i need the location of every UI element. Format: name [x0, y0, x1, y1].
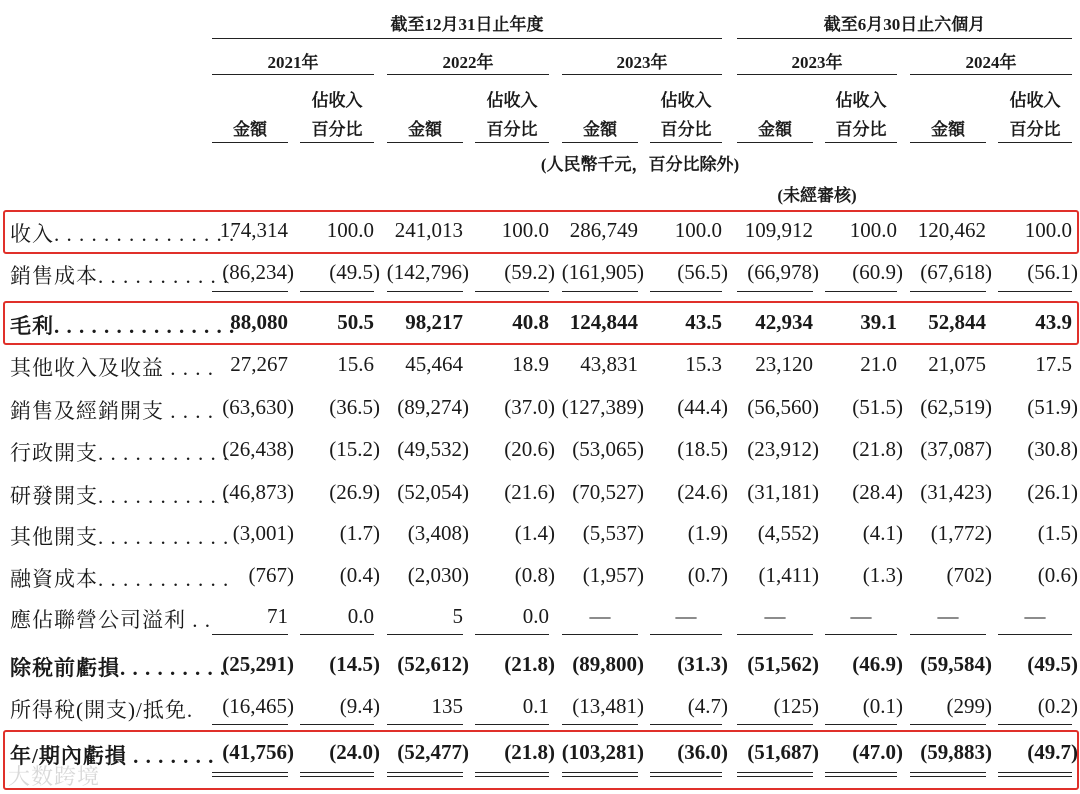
table-cell: (49.7)	[1027, 740, 1078, 764]
row-label: 行政開支. . . . . . . . . . .	[10, 441, 230, 465]
table-cell: (56.5)	[677, 260, 728, 284]
header-rule	[212, 38, 722, 39]
table-cell: (0.8)	[514, 563, 555, 587]
table-cell: (161,905)	[561, 260, 644, 284]
table-cell: (4,552)	[757, 521, 819, 545]
subtotal-rule	[562, 634, 638, 635]
subtotal-rule	[998, 291, 1072, 292]
subheader-rule	[910, 142, 986, 143]
year-2023: 2023年	[616, 53, 668, 72]
table-cell: —	[675, 604, 697, 628]
subtotal-rule	[825, 634, 897, 635]
table-cell: 39.1	[860, 310, 897, 334]
subheader-rule	[475, 142, 549, 143]
table-cell: (56.1)	[1027, 260, 1078, 284]
table-cell: (31,423)	[920, 480, 992, 504]
total-double-rule	[910, 772, 986, 777]
amount-header: 金額	[583, 120, 617, 139]
table-cell: (1,957)	[582, 563, 644, 587]
table-cell: 124,844	[569, 310, 638, 334]
pct-header-line2: 百分比	[486, 120, 538, 139]
table-cell: (56,560)	[747, 395, 819, 419]
table-cell: (51,562)	[747, 652, 819, 676]
table-cell: 88,080	[230, 310, 288, 334]
subtotal-rule	[387, 634, 463, 635]
table-cell: (21.8)	[504, 740, 555, 764]
total-double-rule	[562, 772, 638, 777]
row-label: 除稅前虧損. . . . . . . . .	[10, 656, 227, 680]
table-cell: (4.1)	[862, 521, 903, 545]
pct-header-line1: 佔收入	[486, 91, 538, 110]
table-cell: 174,314	[219, 218, 288, 242]
table-cell: (21.8)	[504, 652, 555, 676]
subtotal-rule	[212, 724, 288, 725]
table-cell: (1.4)	[514, 521, 555, 545]
table-cell: (47.0)	[852, 740, 903, 764]
total-double-rule	[300, 772, 374, 777]
table-cell: (1,411)	[758, 563, 819, 587]
table-cell: (142,796)	[386, 260, 469, 284]
total-double-rule	[737, 772, 813, 777]
table-cell: (1.9)	[687, 521, 728, 545]
table-cell: (125)	[773, 694, 819, 718]
table-cell: 52,844	[928, 310, 986, 334]
table-cell: (5,537)	[582, 521, 644, 545]
row-label: 研發開支. . . . . . . . . . .	[10, 484, 230, 508]
table-cell: —	[764, 604, 786, 628]
row-label: 收入. . . . . . . . . . . . . . .	[10, 222, 236, 246]
table-cell: (89,800)	[572, 652, 644, 676]
row-label: 融資成本. . . . . . . . . . .	[10, 567, 230, 591]
table-cell: (66,978)	[747, 260, 819, 284]
row-label: 所得稅(開支)/抵免.	[10, 698, 194, 722]
table-cell: (0.1)	[862, 694, 903, 718]
subtotal-rule	[212, 291, 288, 292]
subtotal-rule	[300, 724, 374, 725]
header-rule	[737, 38, 1072, 39]
table-cell: (9.4)	[339, 694, 380, 718]
amount-header: 金額	[233, 120, 267, 139]
subtotal-rule	[737, 634, 813, 635]
table-cell: 120,462	[917, 218, 986, 242]
table-cell: 15.6	[337, 352, 374, 376]
table-cell: (67,618)	[920, 260, 992, 284]
table-cell: (18.5)	[677, 437, 728, 461]
table-cell: (49,532)	[397, 437, 469, 461]
table-cell: (62,519)	[920, 395, 992, 419]
unaudited-note: (未經審核)	[777, 186, 857, 205]
amount-header: 金額	[408, 120, 442, 139]
table-cell: (20.6)	[504, 437, 555, 461]
table-cell: (89,274)	[397, 395, 469, 419]
table-cell: (24.6)	[677, 480, 728, 504]
header-year-group: 截至12月31日止年度	[390, 15, 544, 34]
subheader-rule	[212, 142, 288, 143]
subtotal-rule	[910, 634, 986, 635]
table-cell: 50.5	[337, 310, 374, 334]
amount-header: 金額	[931, 120, 965, 139]
table-cell: 100.0	[501, 218, 549, 242]
table-cell: (1.3)	[862, 563, 903, 587]
table-cell: (2,030)	[407, 563, 469, 587]
table-cell: 0.0	[347, 604, 374, 628]
table-cell: (26.1)	[1027, 480, 1078, 504]
table-cell: (52,612)	[397, 652, 469, 676]
subtotal-rule	[475, 724, 549, 725]
table-cell: 0.1	[522, 694, 549, 718]
table-cell: —	[937, 604, 959, 628]
subtotal-rule	[300, 634, 374, 635]
table-cell: (59,584)	[920, 652, 992, 676]
table-cell: 23,120	[755, 352, 813, 376]
total-double-rule	[387, 772, 463, 777]
subheader-rule	[650, 142, 722, 143]
row-label: 銷售及經銷開支 . . . .	[10, 399, 214, 423]
table-cell: (49.5)	[329, 260, 380, 284]
table-cell: (0.7)	[687, 563, 728, 587]
table-cell: (15.2)	[329, 437, 380, 461]
table-cell: 43,831	[580, 352, 638, 376]
header-half-group: 截至6月30日止六個月	[823, 15, 986, 34]
subtotal-rule	[737, 724, 813, 725]
table-cell: 100.0	[674, 218, 722, 242]
subheader-rule	[387, 142, 463, 143]
table-cell: (59,883)	[920, 740, 992, 764]
table-cell: (52,054)	[397, 480, 469, 504]
subtotal-rule	[650, 291, 722, 292]
pct-header-line1: 佔收入	[660, 91, 712, 110]
table-cell: (14.5)	[329, 652, 380, 676]
subtotal-rule	[300, 291, 374, 292]
table-cell: (28.4)	[852, 480, 903, 504]
table-cell: 109,912	[744, 218, 813, 242]
table-cell: 40.8	[512, 310, 549, 334]
table-cell: 98,217	[405, 310, 463, 334]
year-rule	[212, 74, 374, 75]
table-cell: (60.9)	[852, 260, 903, 284]
subtotal-rule	[910, 291, 986, 292]
table-cell: (1,772)	[930, 521, 992, 545]
table-cell: (51.9)	[1027, 395, 1078, 419]
table-cell: (59.2)	[504, 260, 555, 284]
subtotal-rule	[475, 291, 549, 292]
table-cell: 15.3	[685, 352, 722, 376]
subheader-rule	[300, 142, 374, 143]
subtotal-rule	[650, 724, 722, 725]
total-double-rule	[475, 772, 549, 777]
year-rule	[387, 74, 549, 75]
amount-header: 金額	[758, 120, 792, 139]
table-cell: 18.9	[512, 352, 549, 376]
subtotal-rule	[998, 724, 1072, 725]
table-cell: (3,408)	[407, 521, 469, 545]
table-cell: (13,481)	[572, 694, 644, 718]
row-label: 毛利. . . . . . . . . . . . . . .	[10, 314, 236, 338]
subheader-rule	[825, 142, 897, 143]
table-cell: 286,749	[569, 218, 638, 242]
table-cell: —	[589, 604, 611, 628]
subtotal-rule	[387, 724, 463, 725]
table-cell: (51,687)	[747, 740, 819, 764]
table-cell: (299)	[946, 694, 992, 718]
table-cell: (26.9)	[329, 480, 380, 504]
table-cell: (0.6)	[1037, 563, 1078, 587]
subtotal-rule	[562, 724, 638, 725]
subheader-rule	[998, 142, 1072, 143]
table-cell: (21.8)	[852, 437, 903, 461]
table-cell: (86,234)	[222, 260, 294, 284]
table-cell: (1.7)	[339, 521, 380, 545]
table-cell: (4.7)	[687, 694, 728, 718]
table-cell: (1.5)	[1037, 521, 1078, 545]
table-cell: 71	[267, 604, 288, 628]
pct-header-line1: 佔收入	[835, 91, 887, 110]
row-label: 應佔聯營公司溢利 . .	[10, 608, 211, 632]
year-rule	[562, 74, 722, 75]
table-cell: (23,912)	[747, 437, 819, 461]
pct-header-line1: 佔收入	[1009, 91, 1061, 110]
subtotal-rule	[562, 291, 638, 292]
table-cell: (46.9)	[852, 652, 903, 676]
table-cell: —	[1024, 604, 1046, 628]
table-cell: (0.2)	[1037, 694, 1078, 718]
year-rule	[910, 74, 1072, 75]
table-cell: (36.0)	[677, 740, 728, 764]
table-cell: 43.9	[1035, 310, 1072, 334]
subtotal-rule	[475, 634, 549, 635]
pct-header-line2: 百分比	[1009, 120, 1061, 139]
table-cell: 43.5	[685, 310, 722, 334]
table-cell: (103,281)	[561, 740, 644, 764]
table-cell: (37.0)	[504, 395, 555, 419]
year-2021: 2021年	[267, 53, 319, 72]
table-cell: (36.5)	[329, 395, 380, 419]
table-cell: 5	[452, 604, 463, 628]
year-2022: 2022年	[442, 53, 494, 72]
total-double-rule	[825, 772, 897, 777]
table-cell: (70,527)	[572, 480, 644, 504]
table-cell: (21.6)	[504, 480, 555, 504]
table-cell: (49.5)	[1027, 652, 1078, 676]
total-double-rule	[650, 772, 722, 777]
pct-header-line2: 百分比	[835, 120, 887, 139]
table-cell: 45,464	[405, 352, 463, 376]
table-cell: 0.0	[522, 604, 549, 628]
pct-header-line1: 佔收入	[311, 91, 363, 110]
table-cell: (127,389)	[561, 395, 644, 419]
table-cell: (63,630)	[222, 395, 294, 419]
watermark: 大数跨境	[8, 765, 101, 790]
table-cell: 27,267	[230, 352, 288, 376]
subtotal-rule	[212, 634, 288, 635]
subtotal-rule	[998, 634, 1072, 635]
year-2023-h1: 2023年	[791, 53, 843, 72]
total-double-rule	[998, 772, 1072, 777]
table-cell: (26,438)	[222, 437, 294, 461]
subtotal-rule	[650, 634, 722, 635]
table-cell: (3,001)	[232, 521, 294, 545]
table-cell: (0.4)	[339, 563, 380, 587]
year-2024-h1: 2024年	[965, 53, 1017, 72]
year-rule	[737, 74, 897, 75]
unit-note: (人民幣千元，百分比除外)	[540, 155, 740, 174]
table-cell: (53,065)	[572, 437, 644, 461]
table-cell: 21.0	[860, 352, 897, 376]
table-cell: 17.5	[1035, 352, 1072, 376]
table-cell: 21,075	[928, 352, 986, 376]
table-cell: (16,465)	[222, 694, 294, 718]
table-cell: (31,181)	[747, 480, 819, 504]
table-cell: 100.0	[849, 218, 897, 242]
subheader-rule	[737, 142, 813, 143]
table-cell: 241,013	[394, 218, 463, 242]
table-cell: (44.4)	[677, 395, 728, 419]
pct-header-line2: 百分比	[660, 120, 712, 139]
table-cell: (37,087)	[920, 437, 992, 461]
table-cell: (24.0)	[329, 740, 380, 764]
table-cell: (41,756)	[222, 740, 294, 764]
total-double-rule	[212, 772, 288, 777]
table-cell: 135	[431, 694, 463, 718]
row-label: 銷售成本. . . . . . . . . . .	[10, 264, 230, 288]
row-label: 其他開支. . . . . . . . . . .	[10, 525, 230, 549]
subtotal-rule	[825, 724, 897, 725]
table-cell: (46,873)	[222, 480, 294, 504]
table-cell: (30.8)	[1027, 437, 1078, 461]
table-cell: 100.0	[326, 218, 374, 242]
table-cell: (52,477)	[397, 740, 469, 764]
subtotal-rule	[737, 291, 813, 292]
subtotal-rule	[910, 724, 986, 725]
table-cell: (25,291)	[222, 652, 294, 676]
table-cell: (767)	[248, 563, 294, 587]
subheader-rule	[562, 142, 638, 143]
row-label: 年/期內虧損 . . . . . . .	[10, 744, 215, 768]
subtotal-rule	[387, 291, 463, 292]
table-cell: (51.5)	[852, 395, 903, 419]
subtotal-rule	[825, 291, 897, 292]
row-label: 其他收入及收益 . . . .	[10, 356, 214, 380]
table-cell: (702)	[946, 563, 992, 587]
table-cell: —	[850, 604, 872, 628]
table-cell: 100.0	[1024, 218, 1072, 242]
table-cell: (31.3)	[677, 652, 728, 676]
pct-header-line2: 百分比	[311, 120, 363, 139]
table-cell: 42,934	[755, 310, 813, 334]
